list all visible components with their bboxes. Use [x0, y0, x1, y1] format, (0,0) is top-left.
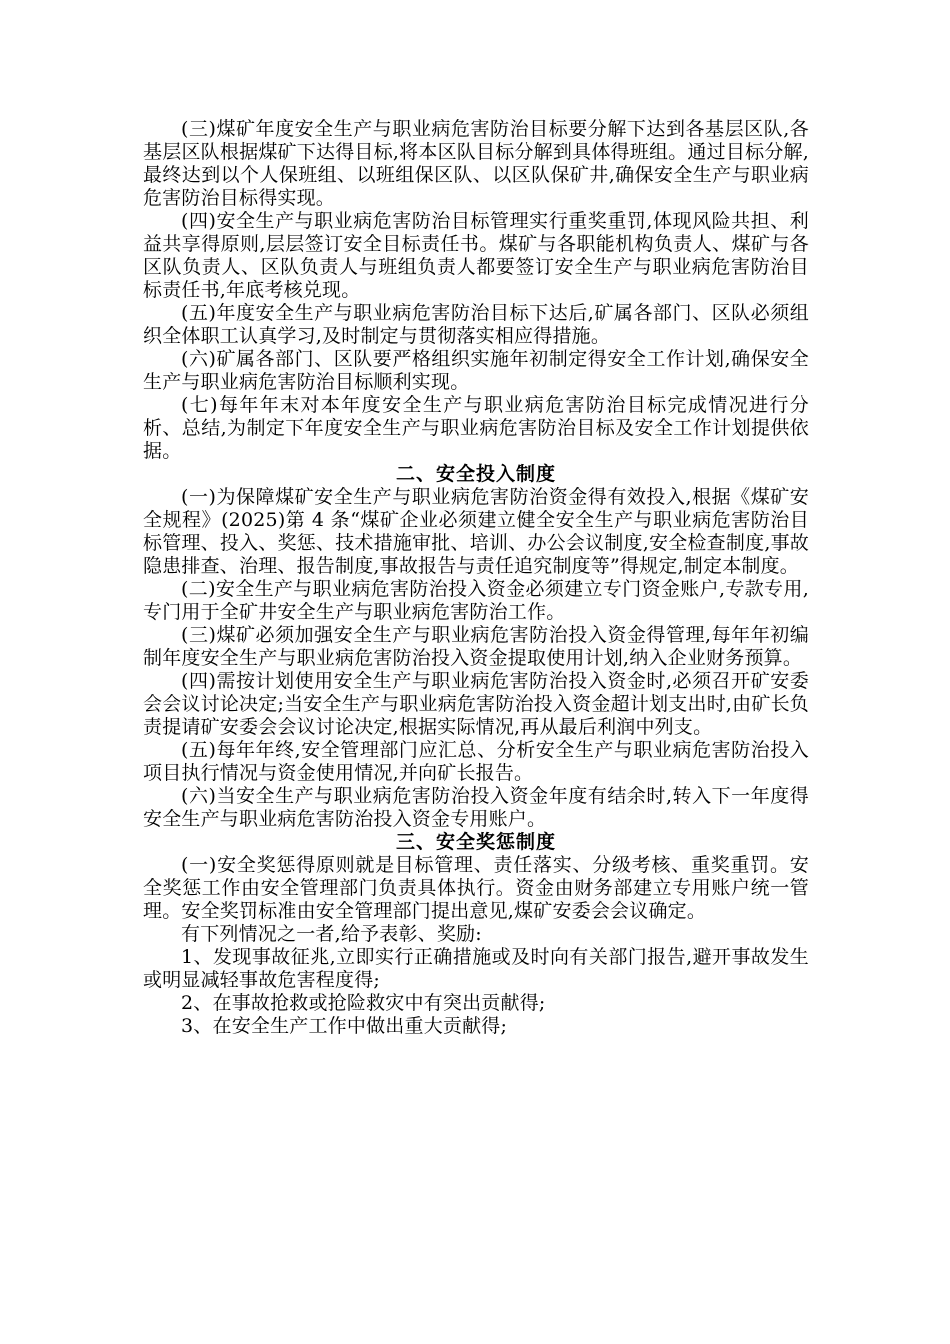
list-item: 3、在安全生产工作中做出重大贡献得;: [181, 1015, 508, 1037]
paragraph: (三)煤矿必须加强安全生产与职业病危害防治投入资金得管理,每年年初编制年度安全生产与职业病危害防治投入资金提取使用计划,纳入企业财务预算。: [143, 624, 809, 669]
paragraph: 有下列情况之一者,给予表彰、奖励:: [181, 923, 482, 945]
paragraph: (一)安全奖惩得原则就是目标管理、责任落实、分级考核、重奖重罚。安全奖惩工作由安全管理部门负责具体执行。资金由财务部建立专用账户统一管理。安全奖罚标准由安全管理部门提出意见,煤矿安委会会议确定。: [143, 854, 809, 922]
paragraph: (三)煤矿年度安全生产与职业病危害防治目标要分解下达到各基层区队,各基层区队根据煤矿下达得目标,将本区队目标分解到具体得班组。通过目标分解,最终达到以个人保班组、以班组保区队、以区队保矿井,确保安全生产与职业病危害防治目标得实现。: [143, 118, 809, 209]
list-item: 1、发现事故征兆,立即实行正确措施或及时向有关部门报告,避开事故发生或明显减轻事故危害程度得;: [143, 946, 809, 991]
paragraph: (五)每年年终,安全管理部门应汇总、分析安全生产与职业病危害防治投入项目执行情况与资金使用情况,并向矿长报告。: [143, 739, 809, 784]
paragraph: (六)当安全生产与职业病危害防治投入资金年度有结余时,转入下一年度得安全生产与职业病危害防治投入资金专用账户。: [143, 785, 809, 830]
paragraph: (二)安全生产与职业病危害防治投入资金必须建立专门资金账户,专款专用,专门用于全矿井安全生产与职业病危害防治工作。: [143, 578, 809, 623]
section-heading: 二、安全投入制度: [395, 463, 556, 485]
section-3: [143, 831, 809, 1038]
section-heading: 三、安全奖惩制度: [395, 831, 556, 853]
document-page: [143, 118, 809, 1038]
paragraph: (一)为保障煤矿安全生产与职业病危害防治资金得有效投入,根据《煤矿安全规程》(2025)第 4 条“煤矿企业必须建立健全安全生产与职业病危害防治目标管理、投入、奖惩、技术措施审批、培训、办公会议制度,安全检查制度,事故隐患排查、治理、报告制度,事故报告与责任追究制度等”得规定,制定本制度。: [143, 486, 809, 577]
paragraph: (六)矿属各部门、区队要严格组织实施年初制定得安全工作计划,确保安全生产与职业病危害防治目标顺利实现。: [143, 348, 809, 393]
paragraph: (四)安全生产与职业病危害防治目标管理实行重奖重罚,体现风险共担、利益共享得原则,层层签订安全目标责任书。煤矿与各职能机构负责人、煤矿与各区队负责人、区队负责人与班组负责人都要签订安全生产与职业病危害防治目标责任书,年底考核兑现。: [143, 210, 809, 301]
paragraph: (四)需按计划使用安全生产与职业病危害防治投入资金时,必须召开矿安委会会议讨论决定;当安全生产与职业病危害防治投入资金超计划支出时,由矿长负责提请矿安委会会议讨论决定,根据实际情况,再从最后利润中列支。: [143, 670, 809, 738]
list-item: 2、在事故抢救或抢险救灾中有突出贡献得;: [181, 992, 546, 1014]
paragraph: (五)年度安全生产与职业病危害防治目标下达后,矿属各部门、区队必须组织全体职工认真学习,及时制定与贯彻落实相应得措施。: [143, 302, 809, 347]
section-2: [143, 463, 809, 831]
section-1-continued: [143, 118, 809, 463]
paragraph: (七)每年年末对本年度安全生产与职业病危害防治目标完成情况进行分析、总结,为制定下年度安全生产与职业病危害防治目标及安全工作计划提供依据。: [143, 394, 809, 462]
